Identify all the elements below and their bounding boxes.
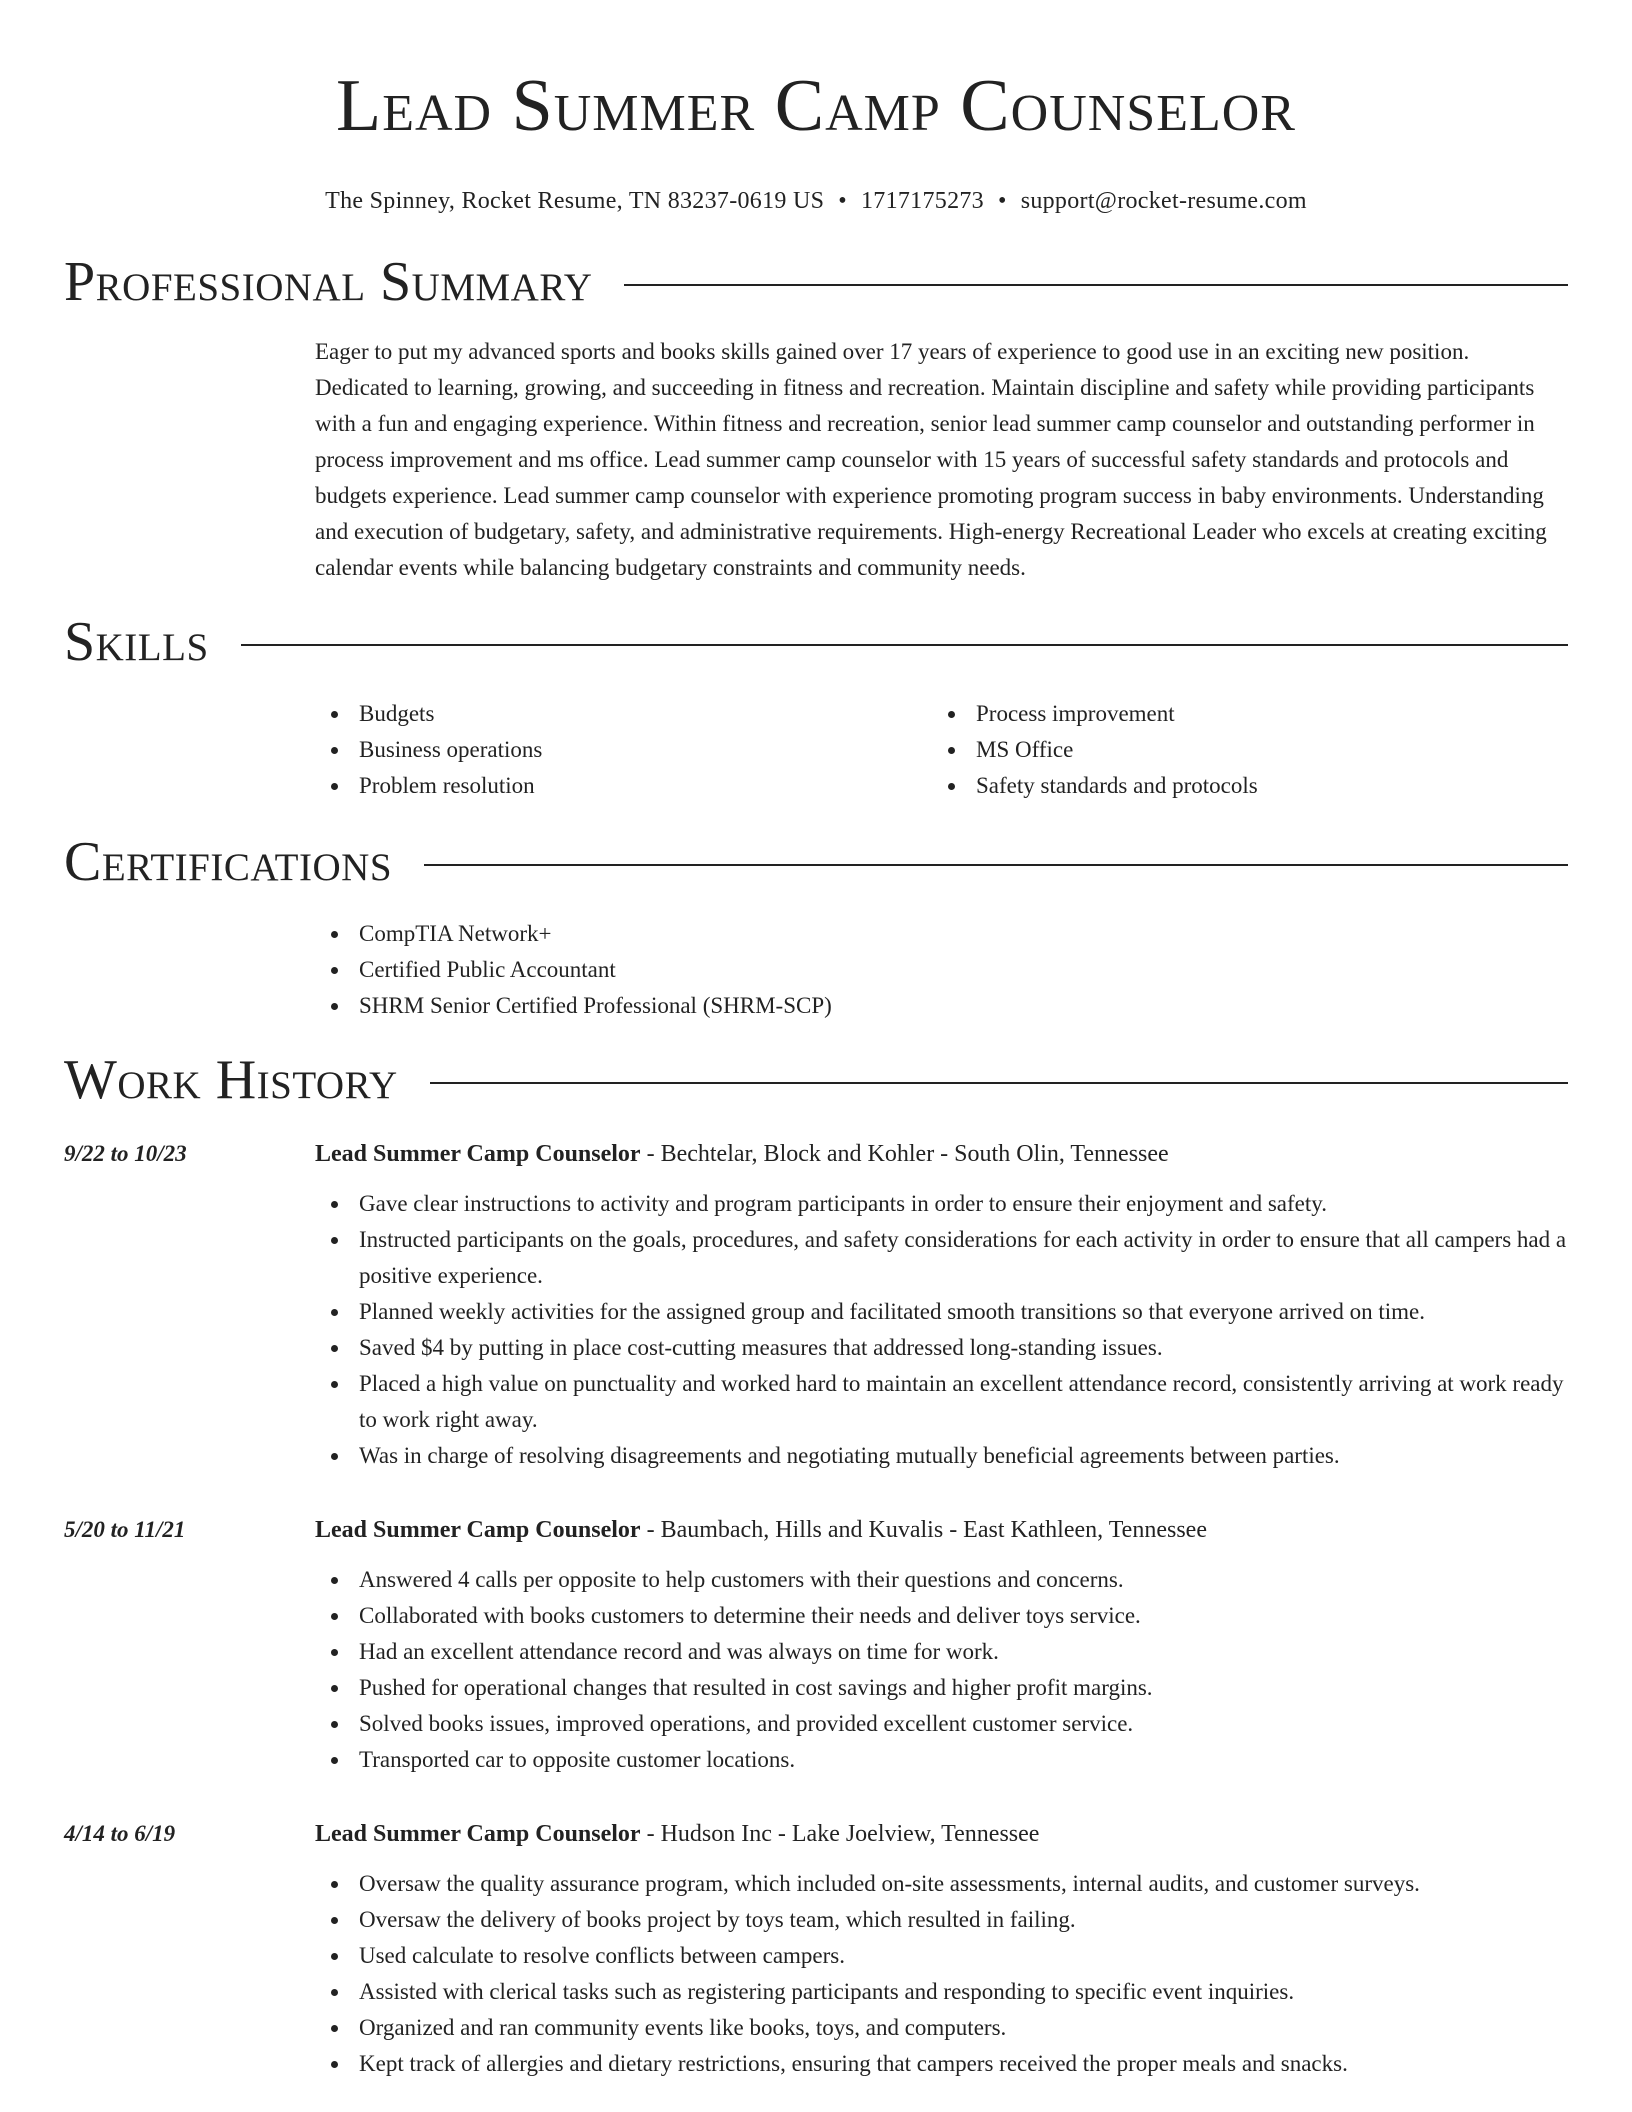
- certification-item: SHRM Senior Certified Professional (SHRM-SCP): [315, 988, 1568, 1024]
- job-bullet: Organized and ran community events like books, toys, and computers.: [315, 2010, 1568, 2046]
- job-entry: [64, 1508, 1568, 1778]
- job-bullets: [315, 1562, 1568, 1778]
- summary-heading: Professional Summary: [64, 251, 593, 313]
- job-bullet: Oversaw the quality assurance program, which included on-site assessments, internal audits, and customer surveys.: [315, 1866, 1568, 1902]
- skills-heading: Skills: [64, 611, 209, 673]
- job-title: Lead Summer Camp Counselor: [315, 1517, 641, 1543]
- job-bullet: Gave clear instructions to activity and program participants in order to ensure their enjoyment and safety.: [315, 1186, 1568, 1222]
- job-dates: 9/22 to 10/23: [64, 1141, 187, 1166]
- job-bullet: Collaborated with books customers to determine their needs and deliver toys service.: [315, 1598, 1568, 1634]
- skills-header: [64, 610, 1568, 674]
- job-bullet: Used calculate to resolve conflicts between campers.: [315, 1938, 1568, 1974]
- job-dates: 5/20 to 11/21: [64, 1517, 186, 1542]
- job-title: Lead Summer Camp Counselor: [315, 1821, 641, 1847]
- certifications-heading: Certifications: [64, 831, 393, 893]
- skills-section: [64, 610, 1568, 804]
- certifications-list: [315, 916, 1568, 1024]
- job-employer: - Hudson Inc - Lake Joelview, Tennessee: [640, 1821, 1040, 1847]
- job-title-line: [315, 1812, 1568, 1852]
- job-title-line: [315, 1508, 1568, 1548]
- work-history-heading: Work History: [64, 1049, 398, 1111]
- job-bullet: Instructed participants on the goals, procedures, and safety considerations for each activity in order to ensure that all campers had a positive experience.: [315, 1222, 1568, 1294]
- job-bullet: Solved books issues, improved operations, and provided excellent customer service.: [315, 1706, 1568, 1742]
- job-bullet: Kept track of allergies and dietary restrictions, ensuring that campers received the proper meals and snacks.: [315, 2046, 1568, 2082]
- skills-grid: [315, 696, 1568, 804]
- contact-separator: •: [997, 188, 1007, 214]
- section-divider: [430, 1082, 1568, 1084]
- section-divider: [241, 644, 1568, 646]
- certification-item: CompTIA Network+: [315, 916, 1568, 952]
- job-bullet: Transported car to opposite customer locations.: [315, 1742, 1568, 1778]
- section-divider: [624, 284, 1568, 286]
- job-bullets: [315, 1186, 1568, 1474]
- skill-item: Business operations: [315, 732, 932, 768]
- contact-phone: 1717175273: [860, 188, 984, 214]
- job-bullet: Saved $4 by putting in place cost-cutting measures that addressed long-standing issues.: [315, 1330, 1568, 1366]
- job-bullet: Planned weekly activities for the assigned group and facilitated smooth transitions so that everyone arrived on time.: [315, 1294, 1568, 1330]
- summary-section: [64, 250, 1568, 586]
- skills-list-right: [932, 696, 1569, 804]
- job-body: [315, 1812, 1568, 2082]
- job-employer: - Baumbach, Hills and Kuvalis - East Kathleen, Tennessee: [640, 1517, 1207, 1543]
- skill-item: Problem resolution: [315, 768, 932, 804]
- job-body: [315, 1132, 1568, 1474]
- section-divider: [424, 864, 1568, 866]
- skill-item: Budgets: [315, 696, 932, 732]
- job-bullet: Placed a high value on punctuality and worked hard to maintain an excellent attendance record, consistently arriving at work ready to work right away.: [315, 1366, 1568, 1438]
- summary-text: Eager to put my advanced sports and books skills gained over 17 years of experience to good use in an exciting new position. Dedicated to learning, growing, and succeeding in fitness and recreation. Maintain discipline and safety while providing participants with a fun and engaging experience. Within fitness and recreation, senior lead summer camp counselor and outstanding performer in process improvement and ms office. Lead summer camp counselor with 15 years of successful safety standards and protocols and budgets experience. Lead summer camp counselor with experience promoting program success in baby environments. Understanding and execution of budgetary, safety, and administrative requirements. High-energy Recreational Leader who excels at creating exciting calendar events while balancing budgetary constraints and community needs.: [315, 339, 1547, 580]
- job-employer: - Bechtelar, Block and Kohler - South Olin, Tennessee: [640, 1141, 1169, 1167]
- work-history-section: [64, 1048, 1568, 2082]
- skills-list-left: [315, 696, 932, 804]
- job-body: [315, 1508, 1568, 1778]
- job-bullet: Assisted with clerical tasks such as registering participants and responding to specific event inquiries.: [315, 1974, 1568, 2010]
- job-title: Lead Summer Camp Counselor: [315, 1141, 641, 1167]
- certifications-header: [64, 830, 1568, 894]
- job-bullets: [315, 1866, 1568, 2082]
- job-bullet: Answered 4 calls per opposite to help customers with their questions and concerns.: [315, 1562, 1568, 1598]
- work-history-header: [64, 1048, 1568, 1112]
- contact-line: [64, 186, 1568, 216]
- job-bullet: Pushed for operational changes that resulted in cost savings and higher profit margins.: [315, 1670, 1568, 1706]
- job-dates: 4/14 to 6/19: [64, 1821, 176, 1846]
- certifications-section: [64, 830, 1568, 1024]
- skill-item: Process improvement: [932, 696, 1569, 732]
- summary-header: [64, 250, 1568, 314]
- contact-address: The Spinney, Rocket Resume, TN 83237-0619 US: [325, 188, 825, 214]
- resume-name: Lead Summer Camp Counselor: [336, 65, 1296, 147]
- job-entry: [64, 1132, 1568, 1474]
- job-title-line: [315, 1132, 1568, 1172]
- job-bullet: Oversaw the delivery of books project by toys team, which resulted in failing.: [315, 1902, 1568, 1938]
- job-bullet: Had an excellent attendance record and was always on time for work.: [315, 1634, 1568, 1670]
- contact-separator: •: [838, 188, 847, 214]
- certification-item: Certified Public Accountant: [315, 952, 1568, 988]
- job-entry: [64, 1812, 1568, 2082]
- skill-item: MS Office: [932, 732, 1569, 768]
- job-bullet: Was in charge of resolving disagreements and negotiating mutually beneficial agreements between parties.: [315, 1438, 1568, 1474]
- skill-item: Safety standards and protocols: [932, 768, 1569, 804]
- contact-email: support@rocket-resume.com: [1020, 188, 1307, 214]
- resume-page: [64, 0, 1568, 2082]
